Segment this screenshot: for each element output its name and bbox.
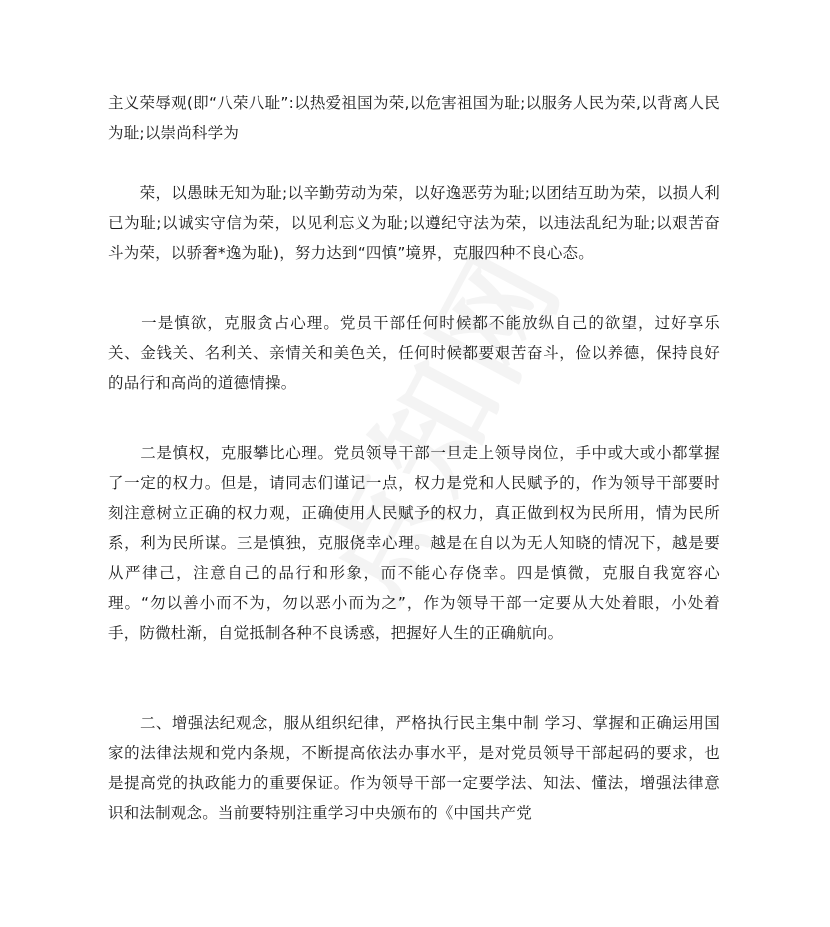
paragraph-4: 二是慎权，克服攀比心理。党员领导干部一旦走上领导岗位，手中或大或小都掌握了一定的权力。但是，请同志们谨记一点，权力是党和人民赋予的，作为领导干部要时刻注意树立正确的权力观，正确使用人民赋予的权力，真正做到权为民所用，情为民所系，利为民所谋。三是慎独，克服侥幸心理。越是在自以为无人知晓的情况下，越是要从严律己，注意自己的品行和形象，而不能心存侥幸。四是慎微，克服自我宽容心理。“勿以善小而不为，勿以恶小而为之”，作为领导干部一定要从大处着眼，小处着手，防微杜渐，自觉抵制各种不良诱惑，把握好人生的正确航向。 [108, 444, 720, 642]
paragraph-5: 二、增强法纪观念，服从组织纪律，严格执行民主集中制 学习、掌握和正确运用国家的法律法规和党内条规，不断提高依法办事水平，是对党员领导干部起码的要求，也是提高党的执政能力的重要保证。作为领导干部一定要学法、知法、懂法，增强法律意识和法制观念。当前要特别注重学习中央颁布的《中国共产党 [108, 714, 720, 822]
paragraph-3: 一是慎欲，克服贪占心理。党员干部任何时候都不能放纵自己的欲望，过好享乐关、金钱关、名利关、亲情关和美色关，任何时候都要艰苦奋斗，俭以养德，保持良好的品行和高尚的道德情操。 [108, 314, 720, 392]
paragraph-1: 主义荣辱观(即“八荣八耻”:以热爱祖国为荣,以危害祖国为耻;以服务人民为荣,以背离人民为耻;以崇尚科学为 [108, 94, 720, 142]
paragraph-2: 荣，以愚昧无知为耻;以辛勤劳动为荣，以好逸恶劳为耻;以团结互助为荣，以损人利已为耻;以诚实守信为荣，以见利忘义为耻;以遵纪守法为荣，以违法乱纪为耻;以艰苦奋斗为荣，以骄奢*逸为耻)，努力达到“四慎”境界，克服四种不良心态。 [108, 184, 720, 262]
